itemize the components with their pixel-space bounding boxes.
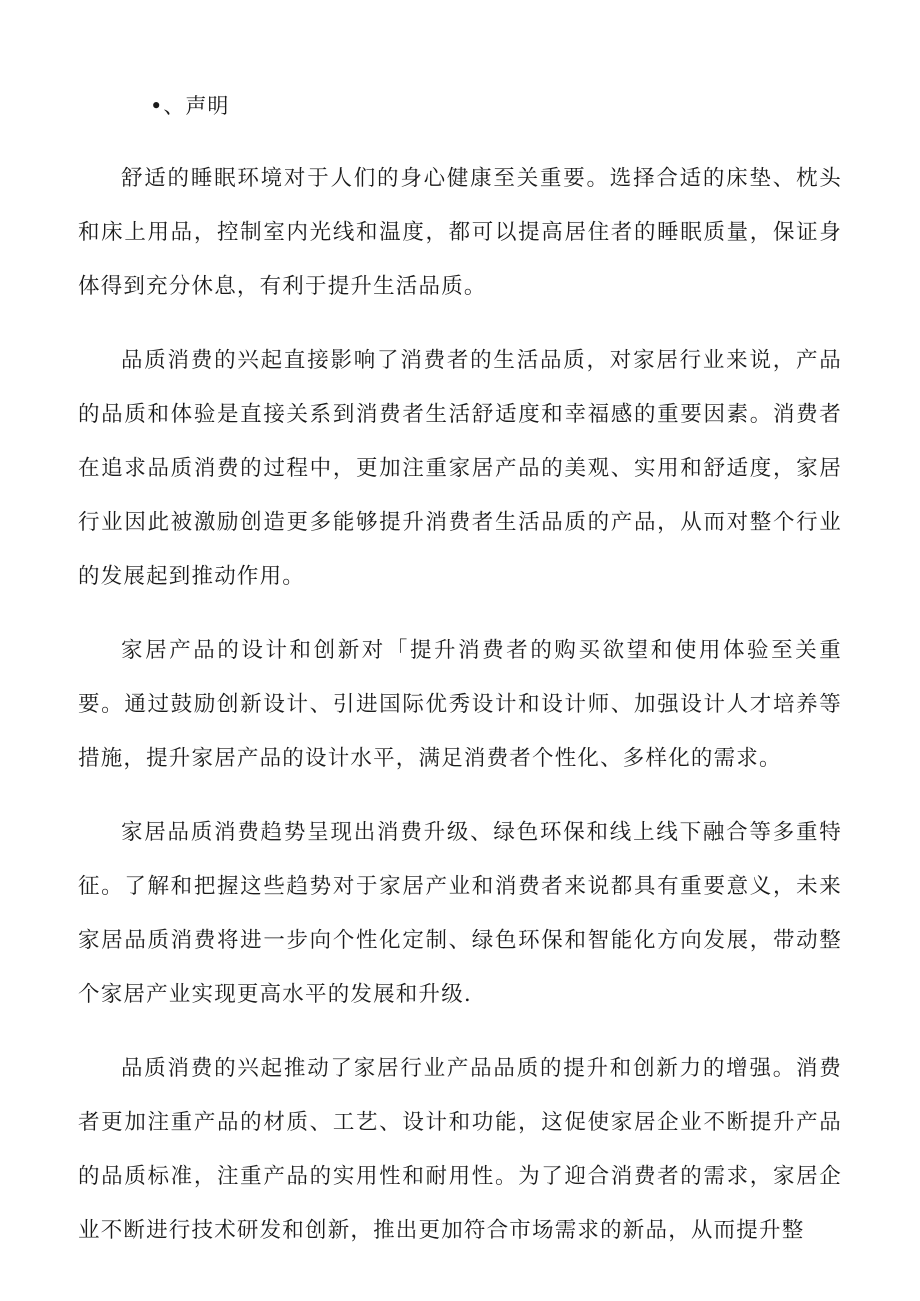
paragraph-design-innovation: 家居产品的设计和创新对「提升消费者的购买欲望和使用体验至关重要。通过鼓励创新设计、引进国际优秀设计和设计师、加强设计人才培养等措施，提升家居产品的设计水平，满足消费者个性化、多样化的需求。 — [78, 638, 842, 771]
paragraph-quality-consumption-impact: 品质消费的兴起直接影响了消费者的生活品质，对家居行业来说，产品的品质和体验是直接关系到消费者生活舒适度和幸福感的重要因素。消费者在追求品质消费的过程中，更加注重家居产品的美观、实用和舒适度，家居行业因此被激励创造更多能够提升消费者生活品质的产品，从而对整个行业的发展起到推动作用。 — [78, 348, 842, 589]
paragraph-sleep-environment: 舒适的睡眠环境对于人们的身心健康至关重要。选择合适的床垫、枕头和床上用品，控制室内光线和温度，都可以提高居住者的睡眠质量，保证身体得到充分休息，有利于提升生活品质。 — [78, 166, 842, 299]
paragraph-product-quality-improvement: 品质消费的兴起推动了家居行业产品品质的提升和创新力的增强。消费者更加注重产品的材质、工艺、设计和功能，这促使家居企业不断提升产品的品质标准，注重产品的实用性和耐用性。为了迎合消费者的需求，家居企业不断进行技术研发和创新，推出更加符合市场需求的新品，从而提升整 — [78, 1056, 842, 1243]
paragraph-consumption-trends: 家居品质消费趋势呈现出消费升级、绿色环保和线上线下融合等多重特征。了解和把握这些趋势对于家居产业和消费者来说都具有重要意义，未来家居品质消费将进一步向个性化定制、绿色环保和智能化方向发展，带动整个家居产业实现更高水平的发展和升级. — [78, 820, 842, 1007]
section-heading: •、声明 — [150, 94, 230, 118]
